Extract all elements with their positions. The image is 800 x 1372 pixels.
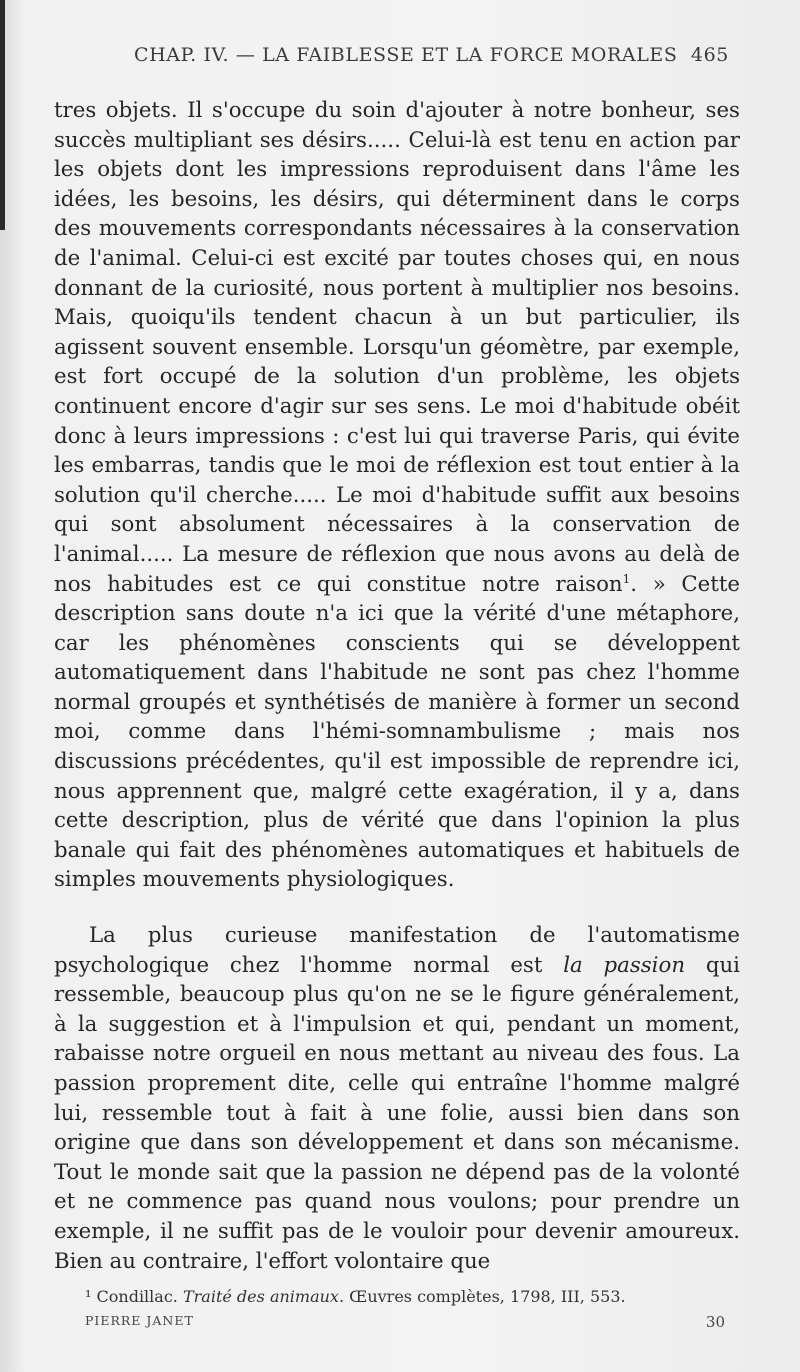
emphasis-la-passion: la passion bbox=[563, 952, 686, 978]
page-footer bbox=[85, 1313, 725, 1331]
paragraph-1-part-b: . » Cette description sans doute n'a ici que la vérité d'une métaphore, car les phénomènes conscients qui se développent automatiquement dans l'habitude ne sont pas chez l'homme normal groupés et synthétisés de manière à former un second moi, comme dans l'hémi-somnambulisme ; mais nos discussions précédentes, qu'il est impossible de reprendre ici, nous apprennent que, malgré cette exagération, il y a, dans cette description, plus de vérité que dans l'opinion la plus banale qui fait des phénomènes automatiques et habituels de simples mouvements physiologiques. bbox=[54, 571, 740, 893]
page-number: 465 bbox=[690, 44, 729, 66]
footnote-author: Condillac. bbox=[96, 1287, 178, 1306]
paragraph-1 bbox=[54, 96, 740, 895]
paragraph-2 bbox=[54, 921, 740, 1276]
body-text bbox=[54, 96, 740, 1276]
paragraph-1-part-a: tres objets. Il s'occupe du soin d'ajouter à notre bonheur, ses succès multipliant ses désirs..... Celui-là est tenu en action par les objets dont les impressions reproduisent dans l'âme les idées, les besoins, les désirs, qui déterminent dans le corps des mouvements correspondants nécessaires à la conservation de l'animal. Celui-ci est excité par toutes choses qui, en nous donnant de la curiosité, nous portent à multiplier nos besoins. Mais, quoiqu'ils tendent chacun à un but particulier, ils agissent souvent ensemble. Lorsqu'un géomètre, par exemple, est fort occupé de la solution d'un problème, les objets continuent encore d'agir sur ses sens. Le moi d'habitude obéit donc à leurs impressions : c'est lui qui traverse Paris, qui évite les embarras, tandis que le moi de réflexion est tout entier à la solution qu'il cherche..... Le moi d'habitude suffit aux besoins qui sont absolument nécessaires à la conservation de l'animal..... La mesure de réflexion que nous avons au delà de nos habitudes est ce qui constitue notre raison bbox=[54, 98, 740, 597]
printer-signature: PIERRE JANET bbox=[85, 1313, 194, 1328]
paragraph-2-part-a: La plus curieuse manifestation de l'automatisme psychologique chez l'homme normal est bbox=[54, 923, 740, 978]
footnote-title: Traité des animaux. bbox=[182, 1287, 345, 1306]
sheet-number: 30 bbox=[705, 1313, 725, 1331]
footnote-reference: 1 bbox=[622, 571, 631, 586]
footnote-details: Œuvres complètes, 1798, III, 553. bbox=[349, 1287, 626, 1306]
paragraph-2-part-b: qui ressemble, beaucoup plus qu'on ne se le figure généralement, à la suggestion et à l'impulsion et qui, pendant un moment, rabaisse notre orgueil en nous mettant au niveau des fous. La passion proprement dite, celle qui entraîne l'homme malgré lui, ressemble tout à fait à une folie, aussi bien dans son origine que dans son développement et dans son mécanisme. Tout le monde sait que la passion ne dépend pas de la volonté et ne commence pas quand nous voulons; pour prendre un exemple, il ne suffit pas de le vouloir pour devenir amoureux. Bien au contraire, l'effort volontaire que bbox=[54, 952, 740, 1274]
running-header bbox=[134, 44, 729, 80]
footnote bbox=[85, 1286, 725, 1308]
binding-edge bbox=[0, 0, 5, 230]
footnote-marker: ¹ bbox=[85, 1287, 92, 1306]
running-title: CHAP. IV. — LA FAIBLESSE ET LA FORCE MORALES bbox=[134, 44, 678, 66]
